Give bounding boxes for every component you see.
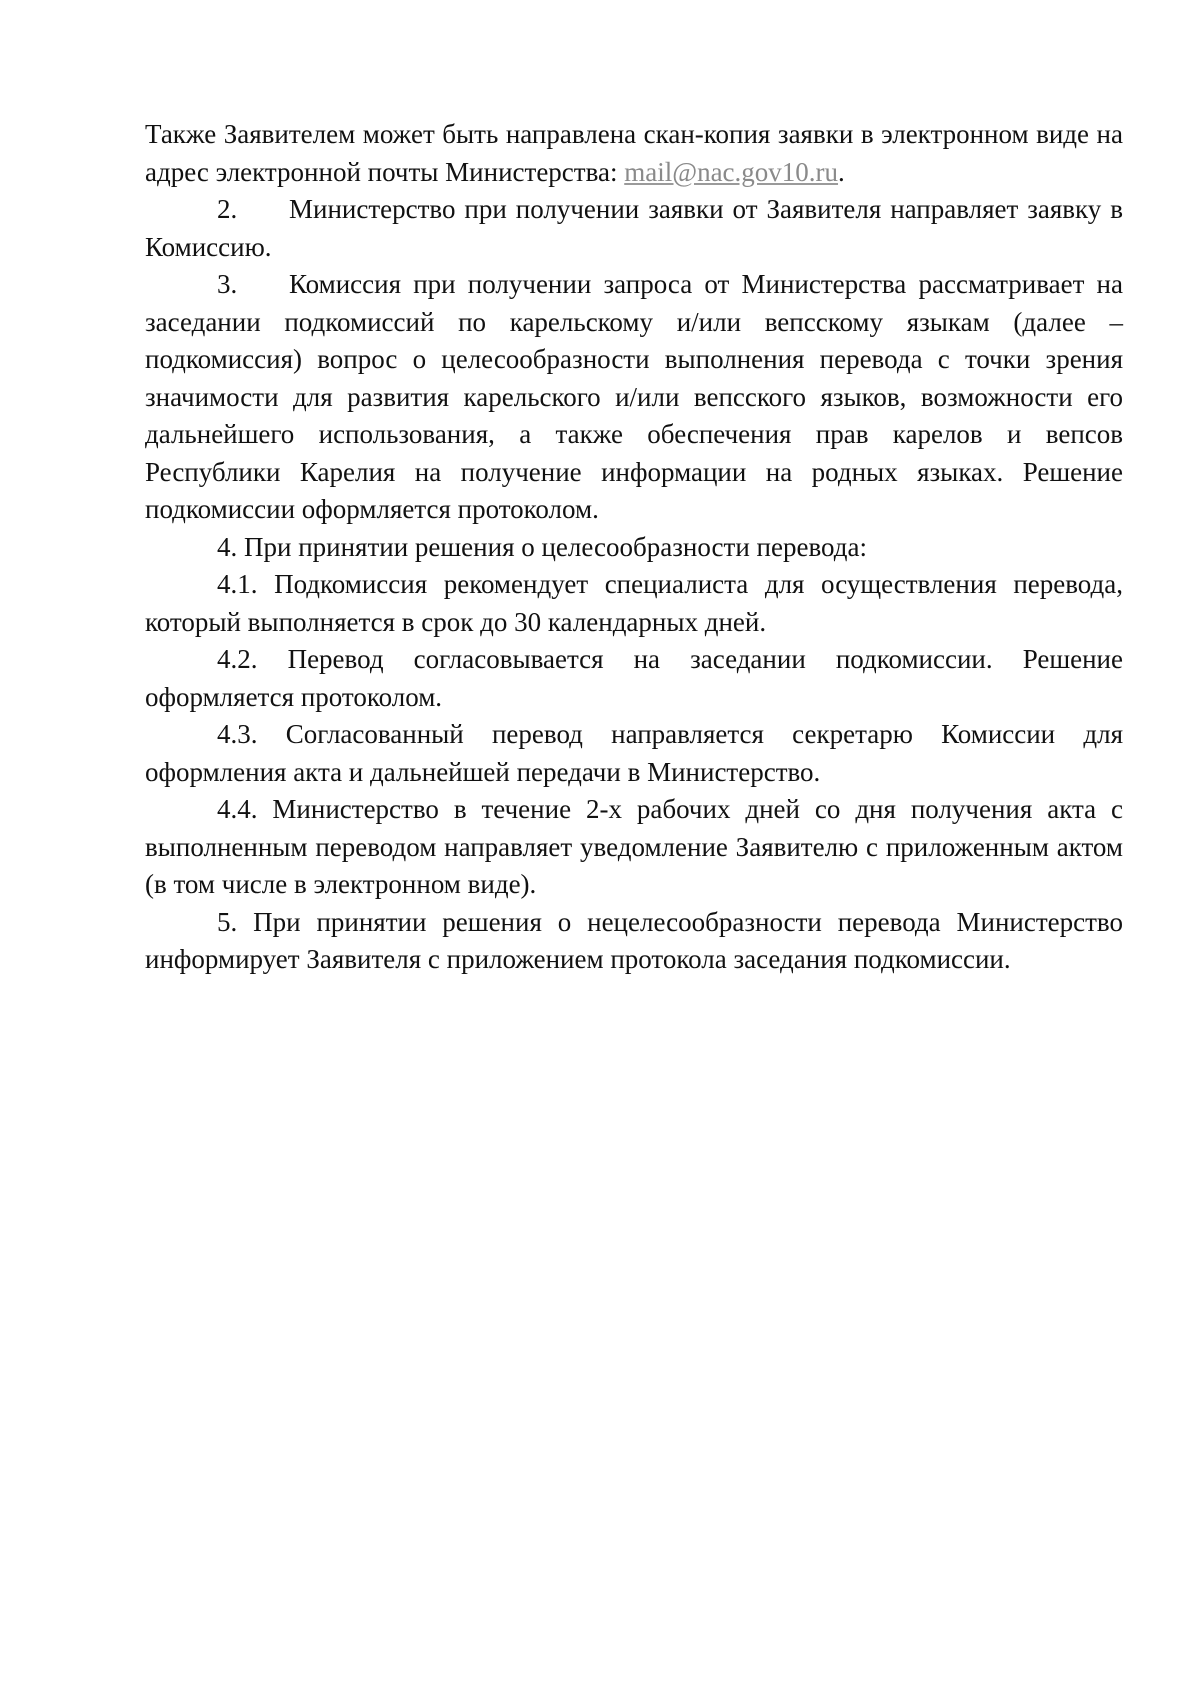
paragraph-item-4: 4. При принятии решения о целесообразности перевода: — [217, 531, 867, 562]
paragraph-item-4-3: 4.3. Согласованный перевод направляется секретарю Комиссии для оформления акта и дальнейшей передачи в Министерство. — [145, 719, 1123, 787]
paragraph-intro-suffix: . — [838, 156, 845, 187]
paragraph-item-2 — [145, 191, 1123, 266]
item-3-number: 3. — [217, 269, 238, 299]
item-3-text: Комиссия при получении запроса от Министерства рассматривает на заседании подкомиссий по карельскому и/или вепсскому языкам (далее – подкомиссия) вопрос о целесообразности выполнения перевода с точки зрения значимости для развития карельского и/или вепсского языков, возможности его дальнейшего использования, а также обеспечения прав карелов и вепсов Республики Карелия на получение информации на родных языках. Решение подкомиссии оформляется протоколом. — [145, 269, 1123, 524]
document-page — [145, 116, 1123, 979]
paragraph-item-5: 5. При принятии решения о нецелесообразности перевода Министерство информирует Заявителя с приложением протокола заседания подкомиссии. — [145, 906, 1123, 974]
paragraph-intro-text: Также Заявителем может быть направлена скан-копия заявки в электронном виде на адрес электронной почты Министерства: — [145, 119, 1123, 187]
paragraph-item-4-1: 4.1. Подкомиссия рекомендует специалиста для осуществления перевода, который выполняется в срок до 30 календарных дней. — [145, 569, 1123, 637]
email-link[interactable]: mail@nac.gov10.ru — [624, 156, 839, 187]
paragraph-item-4-2: 4.2. Перевод согласовывается на заседании подкомиссии. Решение оформляется протоколом. — [145, 644, 1123, 712]
paragraph-item-3 — [145, 266, 1123, 529]
paragraph-intro — [145, 116, 1123, 191]
item-2-number: 2. — [217, 194, 238, 224]
paragraph-item-4-4: 4.4. Министерство в течение 2-х рабочих дней со дня получения акта с выполненным переводом направляет уведомление Заявителю с приложенным актом (в том числе в электронном виде). — [145, 794, 1123, 899]
item-2-text: Министерство при получении заявки от Заявителя направляет заявку в Комиссию. — [145, 194, 1123, 262]
